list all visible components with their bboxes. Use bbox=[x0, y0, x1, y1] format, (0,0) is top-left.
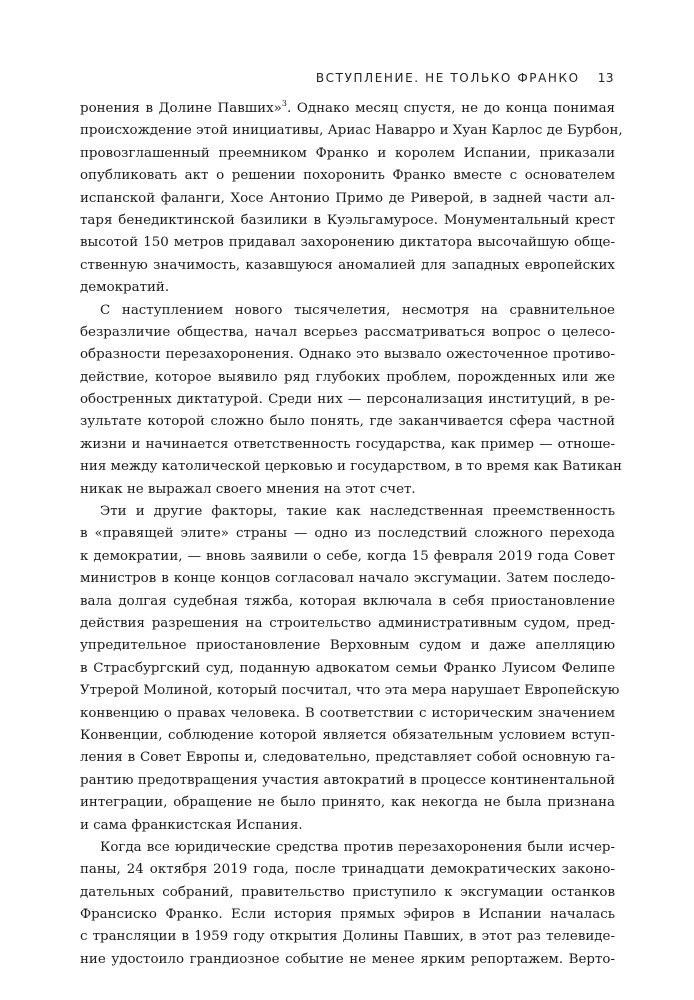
running-header bbox=[80, 71, 614, 85]
text-line: с трансляции в 1959 году открытия Долины Павших, в этот раз телевиде- bbox=[80, 929, 615, 945]
text-line: министров в конце концов согласовал начало эксгумации. Затем последо- bbox=[80, 571, 615, 587]
text-line: С наступлением нового тысячелетия, несмотря на сравнительное bbox=[100, 302, 615, 318]
text-line: безразличие общества, начал всерьез рассматриваться вопрос о целесо- bbox=[80, 324, 615, 340]
paragraph-4 bbox=[80, 837, 615, 971]
text-line: ния между католической церковью и государством, в то время как Ватикан bbox=[80, 459, 622, 475]
text-line: ние удостоило грандиозное событие не менее ярким репортажем. Верто- bbox=[80, 951, 615, 967]
text-line: в «правящей элите» страны — одно из последствий сложного перехода bbox=[80, 526, 615, 542]
footnote-reference[interactable]: 3 bbox=[281, 99, 287, 108]
text-line: к демократии, — вновь заявили о себе, когда 15 февраля 2019 года Совет bbox=[80, 548, 615, 564]
text-line: провозглашенный преемником Франко и королем Испании, приказали bbox=[80, 145, 615, 161]
text-line: Франсиско Франко. Если история прямых эфиров в Испании началась bbox=[80, 907, 615, 923]
text-line: конвенцию о правах человека. В соответствии с историческим значением bbox=[80, 705, 615, 721]
text-line: ственную значимость, казавшуюся аномалией для западных европейских bbox=[80, 257, 615, 273]
text-line: Конвенции, соблюдение которой является обязательным условием вступ- bbox=[80, 727, 615, 743]
text-line: Эти и другие факторы, такие как наследственная преемственность bbox=[100, 504, 615, 520]
text-line: и сама франкистская Испания. bbox=[80, 817, 303, 833]
text-line: жизни и начинается ответственность государства, как пример — отноше- bbox=[80, 436, 615, 452]
text-line: Когда все юридические средства против перезахоронения были исчер- bbox=[100, 839, 615, 855]
text-fragment: ронения в Долине Павших» bbox=[80, 101, 282, 116]
text-line: высотой 150 метров придавал захоронению диктатора высочайшую обще- bbox=[80, 235, 615, 251]
text-line: Утрерой Молиной, который посчитал, что эта мера нарушает Европейскую bbox=[80, 683, 620, 699]
text-line: в Страсбургский суд, поданную адвокатом семьи Франко Луисом Фелипе bbox=[80, 660, 615, 676]
text-line: образности перезахоронения. Однако это вызвало ожесточенное противо- bbox=[80, 347, 615, 363]
text-line: испанской фаланги, Хосе Антонио Примо де Риверой, в задней части ал- bbox=[80, 190, 615, 206]
body-text bbox=[80, 98, 623, 971]
text-line: паны, 24 октября 2019 года, после тринадцати демократических законо- bbox=[80, 862, 615, 878]
text-fragment: . Однако месяц спустя, не до конца понимая bbox=[286, 101, 616, 116]
text-line bbox=[80, 98, 615, 120]
text-line: вала долгая судебная тяжба, которая включала в себя приостановление bbox=[80, 593, 615, 609]
text-line: упредительное приостановление Верховным судом и даже апелляцию bbox=[80, 638, 615, 654]
text-line: зультате которой сложно было понять, где заканчивается сфера частной bbox=[80, 414, 615, 430]
text-line: ления в Совет Европы и, следовательно, представляет собой основную га- bbox=[80, 750, 615, 766]
text-line: интеграции, обращение не было принято, как некогда не была признана bbox=[80, 795, 615, 811]
text-line: никак не выражал своего мнения на этот счет. bbox=[80, 481, 416, 497]
text-line: рантию предотвращения участия автократий в процессе континентальной bbox=[80, 772, 615, 788]
text-line: обостренных диктатурой. Среди них — персонализация институций, в ре- bbox=[80, 392, 615, 408]
paragraph-1 bbox=[80, 98, 623, 300]
text-line: действия разрешения на строительство административным судом, пред- bbox=[80, 615, 615, 631]
text-line: опубликовать акт о решении похоронить Франко вместе с основателем bbox=[80, 168, 615, 184]
page-number: 13 bbox=[597, 71, 614, 85]
text-line: дательных собраний, правительство приступило к эксгумации останков bbox=[80, 884, 615, 900]
running-title: ВСТУПЛЕНИЕ. НЕ ТОЛЬКО ФРАНКО bbox=[315, 71, 580, 85]
text-line: действие, которое выявило ряд глубоких проблем, порожденных или же bbox=[80, 369, 615, 385]
text-line: таря бенедиктинской базилики в Куэльгамуросе. Монументальный крест bbox=[80, 212, 615, 228]
text-line: происхождение этой инициативы, Ариас Наварро и Хуан Карлос де Бурбон, bbox=[80, 123, 623, 139]
text-line: демократий. bbox=[80, 280, 170, 296]
paragraph-3 bbox=[80, 501, 620, 837]
paragraph-2 bbox=[80, 300, 622, 502]
